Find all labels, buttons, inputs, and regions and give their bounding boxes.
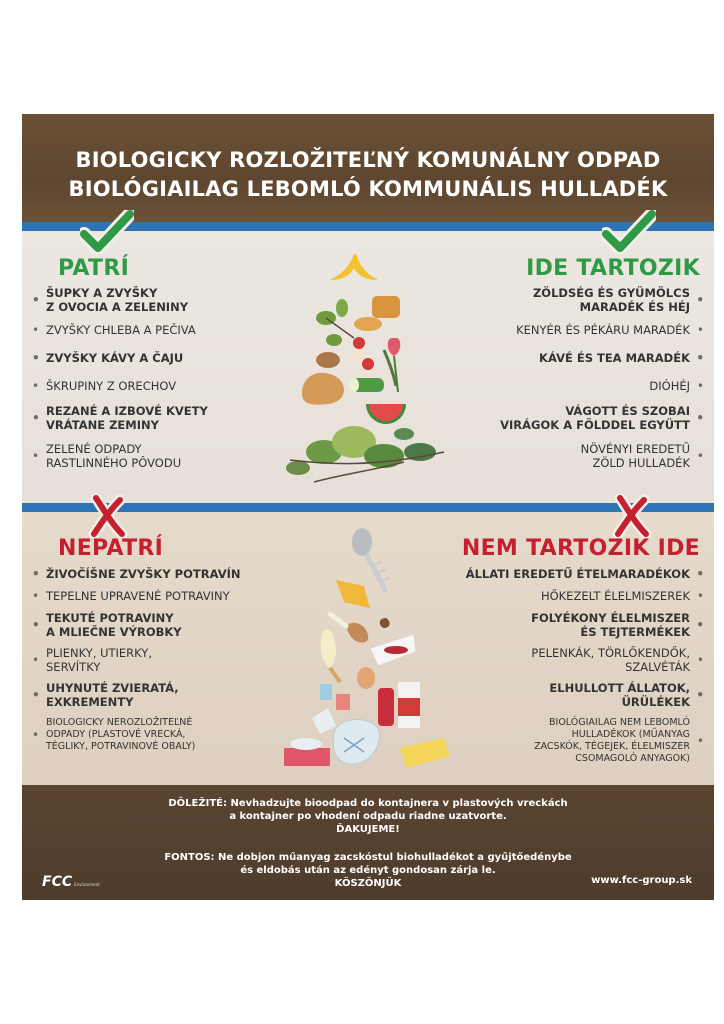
list-item: • ŽIVOČÍŠNE ZVYŠKY POTRAVÍN bbox=[30, 567, 300, 581]
list-item: NÖVÉNYI EREDETŰ ZÖLD HULLADÉK • bbox=[416, 442, 706, 470]
list-item: KÁVÉ ÉS TEA MARADÉK • bbox=[416, 351, 706, 365]
list-item: • BIOLOGICKY NEROZLOŽITEĽNÉ ODPADY (PLASTOVÉ VRECKÁ, TÉGLIKY, POTRAVINOVÉ OBALY) bbox=[30, 717, 300, 753]
list-item: • ZVYŠKY CHLEBA A PEČIVA bbox=[30, 323, 290, 337]
list-item: • ZELENÉ ODPADY RASTLINNÉHO PÔVODU bbox=[30, 442, 290, 470]
list-item: KENYÉR ÉS PÉKÁRU MARADÉK • bbox=[416, 323, 706, 337]
checkmark-icon bbox=[602, 210, 656, 254]
non-compostable-waste-pyramid-illustration bbox=[274, 522, 464, 782]
belongs-title-sk: PATRÍ bbox=[58, 256, 130, 281]
list-item: ZÖLDSÉG ÉS GYÜMÖLCS MARADÉK ÉS HÉJ • bbox=[416, 286, 706, 314]
list-item: HŐKEZELT ÉLELMISZEREK • bbox=[406, 589, 706, 603]
checkmark-icon bbox=[80, 210, 134, 254]
poster-footer bbox=[22, 785, 714, 900]
title-slovak: BIOLOGICKY ROZLOŽITEĽNÝ KOMUNÁLNY ODPAD bbox=[75, 148, 661, 172]
not-belongs-list-sk bbox=[30, 567, 300, 753]
cross-icon bbox=[612, 494, 652, 538]
list-item: BIOLÓGIAILAG NEM LEBOMLÓ HULLADÉKOK (MŰANYAG ZACSKÓK, TÉGEJEK, ÉLELMISZER CSOMAGOLÓ ANYAGOK) • bbox=[406, 717, 706, 765]
list-item: • TEKUTÉ POTRAVINY A MLIEČNE VÝROBKY bbox=[30, 611, 300, 639]
list-item: • PLIENKY, UTIERKY, SERVÍTKY bbox=[30, 646, 300, 674]
list-item: PELENKÁK, TÖRLŐKENDŐK, SZALVÉTÁK • bbox=[406, 646, 706, 674]
list-item: VÁGOTT ÉS SZOBAI VIRÁGOK A FÖLDDEL EGYÜTT • bbox=[416, 404, 706, 432]
website-url[interactable]: www.fcc-group.sk bbox=[591, 875, 692, 886]
list-item: DIÓHÉJ • bbox=[416, 379, 706, 393]
list-item: • ŠUPKY A ZVYŠKY Z OVOCIA A ZELENINY bbox=[30, 286, 290, 314]
not-belongs-title-sk: NEPATRÍ bbox=[58, 536, 164, 561]
poster-header bbox=[22, 114, 714, 222]
list-item: FOLYÉKONY ÉLELMISZER ÉS TEJTERMÉKEK • bbox=[406, 611, 706, 639]
notice-slovak: DÔLEŽITÉ: Nevhadzujte bioodpad do kontajnera v plastových vreckách a kontajner po vhodení odpadu riadne uzatvorte. ĎAKUJEME! bbox=[168, 798, 568, 835]
notice-hungarian: FONTOS: Ne dobjon műanyag zacskóstul biohulladékot a gyűjtőedénybe és eldobás után az edényt gondosan zárja le. KÖSZÖNJÜK bbox=[164, 852, 572, 889]
title-hungarian: BIOLÓGIAILAG LEBOMLÓ KOMMUNÁLIS HULLADÉK bbox=[68, 177, 668, 201]
list-item: • TEPELNE UPRAVENÉ POTRAVINY bbox=[30, 589, 300, 603]
belongs-list-hu bbox=[416, 286, 706, 470]
list-item: • UHYNUTÉ ZVIERATÁ, EXKREMENTY bbox=[30, 681, 300, 709]
not-belongs-title-hu: NEM TARTOZIK IDE bbox=[461, 536, 700, 561]
list-item: • ŠKRUPINY Z ORECHOV bbox=[30, 379, 290, 393]
bio-waste-poster bbox=[22, 114, 714, 900]
belongs-list-sk bbox=[30, 286, 290, 470]
belongs-title-hu: IDE TARTOZIK bbox=[526, 256, 700, 281]
list-item: ÁLLATI EREDETŰ ÉTELMARADÉKOK • bbox=[406, 567, 706, 581]
compostable-food-pyramid-illustration bbox=[284, 246, 452, 496]
fcc-logo: FCC Environment bbox=[42, 874, 100, 890]
list-item: • REZANÉ A IZBOVÉ KVETY VRÁTANE ZEMINY bbox=[30, 404, 290, 432]
list-item: ELHULLOTT ÁLLATOK, ÜRÜLÉKEK • bbox=[406, 681, 706, 709]
list-item: • ZVYŠKY KÁVY A ČAJU bbox=[30, 351, 290, 365]
cross-icon bbox=[88, 494, 128, 538]
